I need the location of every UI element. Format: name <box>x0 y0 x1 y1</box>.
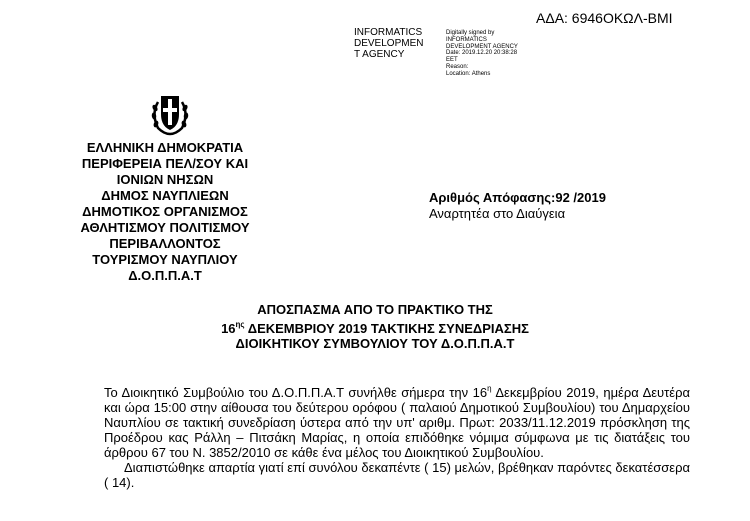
paragraph-meeting-start: Το Διοικητικό Συμβούλιο του Δ.Ο.Π.Π.Α.Τ συνήλθε σήμερα την 16 <box>104 385 488 400</box>
day-ordinal-suffix: η <box>487 384 492 393</box>
signer-name <box>354 27 444 60</box>
ada-code: ΑΔΑ: 6946ΟΚΩΛ-ΒΜΙ <box>536 10 673 26</box>
signer-line: INFORMATICS <box>354 27 423 38</box>
signature-line: Date: 2019.12.20 20:38:28 <box>446 50 518 57</box>
digital-signature-details <box>446 30 546 78</box>
issuer-line: Δ.Ο.Π.Π.Α.Τ <box>128 268 202 283</box>
extract-line-1: ΑΠΟΣΠΑΣΜΑ ΑΠΟ ΤΟ ΠΡΑΚΤΙΚΟ ΤΗΣ <box>257 302 493 317</box>
paragraph-meeting <box>104 381 690 460</box>
decision-number: Αριθμός Απόφασης:92 /2019 <box>429 190 606 205</box>
extract-title <box>0 302 750 351</box>
signature-line: INFORMATICS <box>446 36 487 43</box>
signer-line: DEVELOPMEN <box>354 38 424 49</box>
signature-line: EET <box>446 57 458 64</box>
issuer-line: ΑΘΛΗΤΙΣΜΟΥ ΠΟΛΙΤΙΣΜΟΥ <box>80 220 250 235</box>
issuer-line: ΕΛΛΗΝΙΚΗ ΔΗΜΟΚΡΑΤΙΑ <box>86 140 244 155</box>
signature-line: DEVELOPMENT AGENCY <box>446 43 518 50</box>
issuer-line: ΠΕΡΙΒΑΛΛΟΝΤΟΣ <box>109 236 221 251</box>
issuer-line: ΔΗΜΟΣ ΝΑΥΠΛΙΕΩΝ <box>101 188 229 203</box>
decision-info <box>429 190 606 222</box>
issuer-line: ΠΕΡΙΦΕΡΕΙΑ ΠΕΛ/ΣΟΥ ΚΑΙ <box>81 156 249 171</box>
day-ordinal-suffix: ης <box>235 320 245 329</box>
meeting-description: ΔΕΚΕΜΒΡΙΟΥ 2019 ΤΑΚΤΙΚΗΣ ΣΥΝΕΔΡΙΑΣΗΣ <box>244 321 529 336</box>
meeting-day: 16 <box>221 321 236 336</box>
issuer-line: ΔΗΜΟΤΙΚΟΣ ΟΡΓΑΝΙΣΜΟΣ <box>82 204 248 219</box>
signature-line: Reason: <box>446 63 469 70</box>
signature-line: Digitally signed by <box>446 30 495 36</box>
minutes-body <box>104 381 690 490</box>
greek-coat-of-arms-icon <box>148 88 192 136</box>
issuer-line: ΤΟΥΡΙΣΜΟΥ ΝΑΥΠΛΙΟΥ <box>92 252 238 267</box>
extract-line-3: ΔΙΟΙΚΗΤΙΚΟΥ ΣΥΜΒΟΥΛΙΟΥ ΤΟΥ Δ.Ο.Π.Π.Α.Τ <box>235 336 515 351</box>
extract-line-2 <box>0 317 750 336</box>
issuer-block <box>40 140 290 284</box>
signer-line: T AGENCY <box>354 49 405 60</box>
paragraph-meeting-rest: Δεκεμβρίου 2019, ημέρα Δευτέρα και ώρα 15:00 στην αίθουσα του δεύτερου ορόφου ( παλαιού Δημοτικού Συμβουλίου) του Δημαρχείου Ναυπλίου σε τακτική συνεδρίαση ύστερα από την υπ' αριθμ. Πρωτ: 2033/11.12.2019 πρόσκληση της Προέδρου κας Ράλλη – Πιτσάκη Μαρίας, η οποία επιδόθηκε νόμιμα σύμφωνα με τις διατάξεις του άρθρου 67 του Ν. 3852/2010 σε κάθε ένα μέλος του Διοικητικού Συμβουλίου. <box>104 385 691 460</box>
posting-note: Αναρτητέα στο Διαύγεια <box>429 206 566 221</box>
paragraph-quorum: Διαπιστώθηκε απαρτία γιατί επί συνόλου δεκαπέντε ( 15) μελών, βρέθηκαν παρόντες δεκατέσσερα ( 14). <box>104 460 690 490</box>
signature-line: Location: Athens <box>446 70 491 77</box>
issuer-line: ΙΟΝΙΩΝ ΝΗΣΩΝ <box>116 172 214 187</box>
